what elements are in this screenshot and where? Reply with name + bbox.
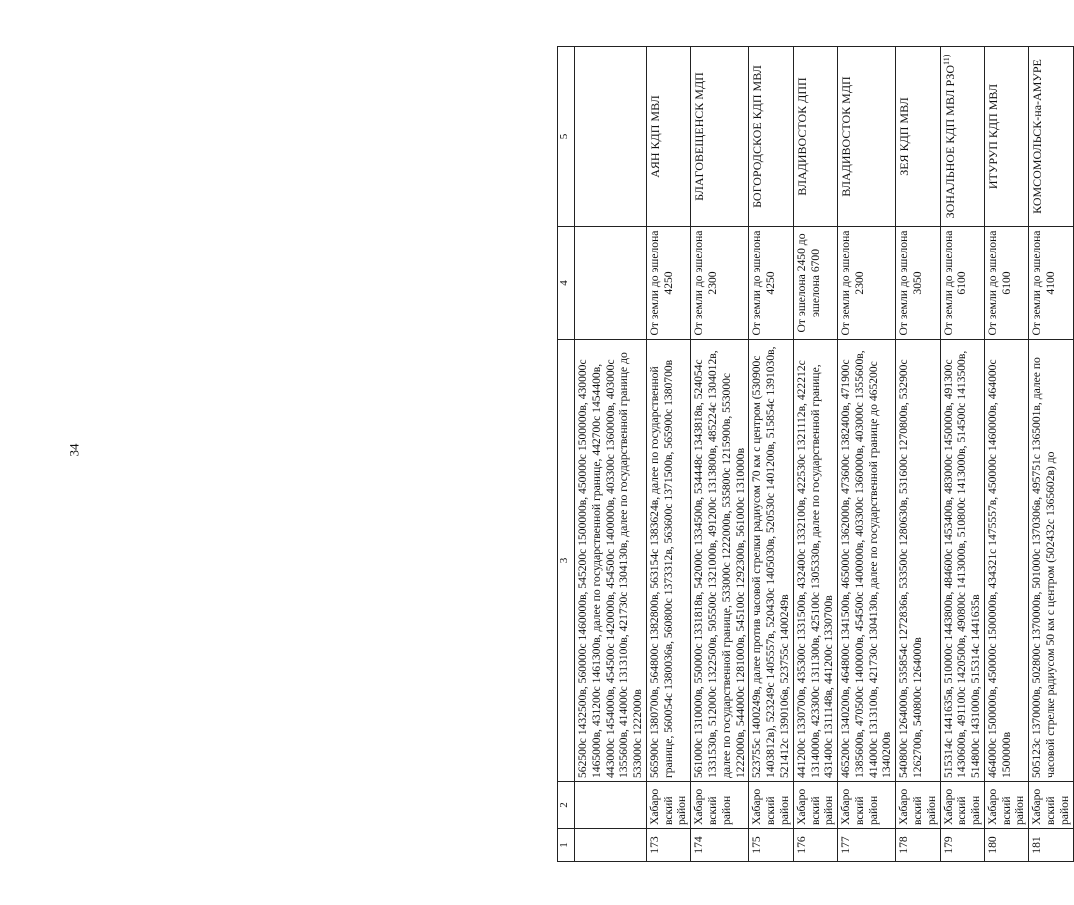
district-cell: Хабаровский район	[940, 782, 984, 829]
district-cell: Хабаровский район	[646, 782, 690, 829]
page-number: 34	[66, 443, 82, 457]
altitude-cell: От земли до эшелона 4250	[749, 227, 793, 340]
unit-cell: ИТУРУП КДП МВЛ	[984, 47, 1028, 227]
unit-cell	[575, 47, 647, 227]
coordinates-cell: 464000с 1500000в, 450000с 1500000в, 434321с 1475557в, 450000с 1460000в, 464000с 1500000в	[984, 340, 1028, 782]
unit-cell: БЛАГОВЕЩЕНСК МДП	[691, 47, 749, 227]
altitude-cell: От земли до эшелона 4250	[646, 227, 690, 340]
row-number: 173	[646, 829, 690, 862]
table-row	[646, 47, 690, 862]
row-number	[575, 829, 647, 862]
unit-cell: ВЛАДИВОСТОК ДПП	[793, 47, 837, 227]
altitude-cell: От эшелона 2450 до эшелона 6700	[793, 227, 837, 340]
altitude-cell: От земли до эшелона 4100	[1029, 227, 1073, 340]
row-number: 176	[793, 829, 837, 862]
row-number: 180	[984, 829, 1028, 862]
district-cell: Хабаровский район	[793, 782, 837, 829]
district-cell: Хабаровский район	[749, 782, 793, 829]
unit-cell: ВЛАДИВОСТОК МДП	[838, 47, 896, 227]
row-number: 181	[1029, 829, 1073, 862]
unit-cell: ЗОНАЛЬНОЕ КДП МВЛ РЗО$^{11)}$	[940, 47, 984, 227]
altitude-cell	[575, 227, 647, 340]
table-row	[1029, 47, 1073, 862]
unit-cell: БОГОРОДСКОЕ КДП МВЛ	[749, 47, 793, 227]
header-cell-4: 4	[558, 227, 575, 340]
row-number: 175	[749, 829, 793, 862]
coordinates-cell: 540800с 1264000в, 535854с 1272836в, 533500с 1280630в, 531600с 1270800в, 532900с 1262700в, 540800с 1264000в	[896, 340, 940, 782]
rotated-content	[557, 47, 1071, 862]
table-row	[691, 47, 749, 862]
district-cell: Хабаровский район	[984, 782, 1028, 829]
district-cell: Хабаровский район	[1029, 782, 1073, 829]
coordinates-cell: 523755с 1400249в, далее против часовой стрелки радиусом 70 км с центром (530900с 1403812в), 523249с 1405557в, 520430с 1405030в, 520530с 1401200в, 515854с 1391030в, 521412с 1390106в, 523755с 1400249в	[749, 340, 793, 782]
header-cell-3: 3	[558, 340, 575, 782]
airspace-table	[557, 46, 1074, 862]
district-cell	[575, 782, 647, 829]
table-row	[793, 47, 837, 862]
table-row	[575, 47, 647, 862]
district-cell: Хабаровский район	[896, 782, 940, 829]
coordinates-cell: 561000с 1310000в, 550000с 1331818в, 542000с 1334500в, 534448с 1343818в, 524054с 1331530в, 512000с 1322500в, 505500с 1321000в, 491200с 1313800в, 485224с 1304012в, далее по государственной границе, 533000с 1222000в, 535800с 1215900в, 553000с 1222000в, 544000с 1281000в, 545100с 1292300в, 561000с 1310000в	[691, 340, 749, 782]
table-row	[896, 47, 940, 862]
table-row	[838, 47, 896, 862]
row-number: 178	[896, 829, 940, 862]
coordinates-cell: 505123с 1370000в, 502800с 1370000в, 501000с 1370306в, 495751с 1365001в, далее по часовой стрелке радиусом 50 км с центром (502432с 1365602в) до	[1029, 340, 1073, 782]
footnote-marker: 11)	[941, 54, 951, 65]
unit-cell: АЯН КДП МВЛ	[646, 47, 690, 227]
table-row	[749, 47, 793, 862]
altitude-cell: От земли до эшелона 3050	[896, 227, 940, 340]
unit-cell: КОМСОМОЛЬСК-на-АМУРЕ	[1029, 47, 1073, 227]
header-cell-1: 1	[558, 829, 575, 862]
table-row	[940, 47, 984, 862]
row-number: 179	[940, 829, 984, 862]
coordinates-cell: 565900с 1380700в, 564800с 1382800в, 563154с 1383624в, далее по государственной границе, 560054с 1380036в, 560800с 1373312в, 563600с 1371500в, 565900с 1380700в	[646, 340, 690, 782]
header-cell-2: 2	[558, 782, 575, 829]
row-number: 174	[691, 829, 749, 862]
header-row	[558, 47, 575, 862]
row-number: 177	[838, 829, 896, 862]
header-cell-5: 5	[558, 47, 575, 227]
district-cell: Хабаровский район	[838, 782, 896, 829]
altitude-cell: От земли до эшелона 2300	[838, 227, 896, 340]
coordinates-cell: 515314с 1441635в, 510000с 1443800в, 484600с 1453400в, 483000с 1450000в, 491300с 1430600в, 491100с 1420500в, 490800с 1413000в, 510800с 1413000в, 514500с 1413500в, 514800с 1431000в, 515314с 1441635в	[940, 340, 984, 782]
coordinates-cell: 441200с 1330700в, 435300с 1331500в, 432400с 1332100в, 422530с 1321112в, 422212с 1314000в, 423300с 1311300в, 425100с 1305330в, далее по государственной границе, 431400с 1311148в, 441200с 1330700в	[793, 340, 837, 782]
district-cell: Хабаровский район	[691, 782, 749, 829]
coordinates-cell: 562500с 1432500в, 560000с 1460000в, 545200с 1500000в, 450000с 1500000в, 430000с 1465000в, 431200с 1461300в, далее по государственной границе, 442700с 1454400в, 443000с 1454000в, 454500с 1420000в, 454500с 1400000в, 403300с 1360000в, 403000с 1355600в, 414000с 1313100в, 421730с 1304130в, далее по государственной границе до 533000с 1222000в	[575, 340, 647, 782]
altitude-cell: От земли до эшелона 6100	[984, 227, 1028, 340]
altitude-cell: От земли до эшелона 6100	[940, 227, 984, 340]
unit-cell: ЗЕЯ КДП МВЛ	[896, 47, 940, 227]
coordinates-cell: 465200с 1340200в, 464800с 1341500в, 465000с 1362000в, 473600с 1382400в, 471900с 1385600в, 470500с 1400000в, 454500с 1400000в, 403300с 1360000в, 403000с 1355600в, 414000с 1313100в, 421730с 1304130в, далее по государственной границе до 465200с 1340200в	[838, 340, 896, 782]
altitude-cell: От земли до эшелона 2300	[691, 227, 749, 340]
table-row	[984, 47, 1028, 862]
